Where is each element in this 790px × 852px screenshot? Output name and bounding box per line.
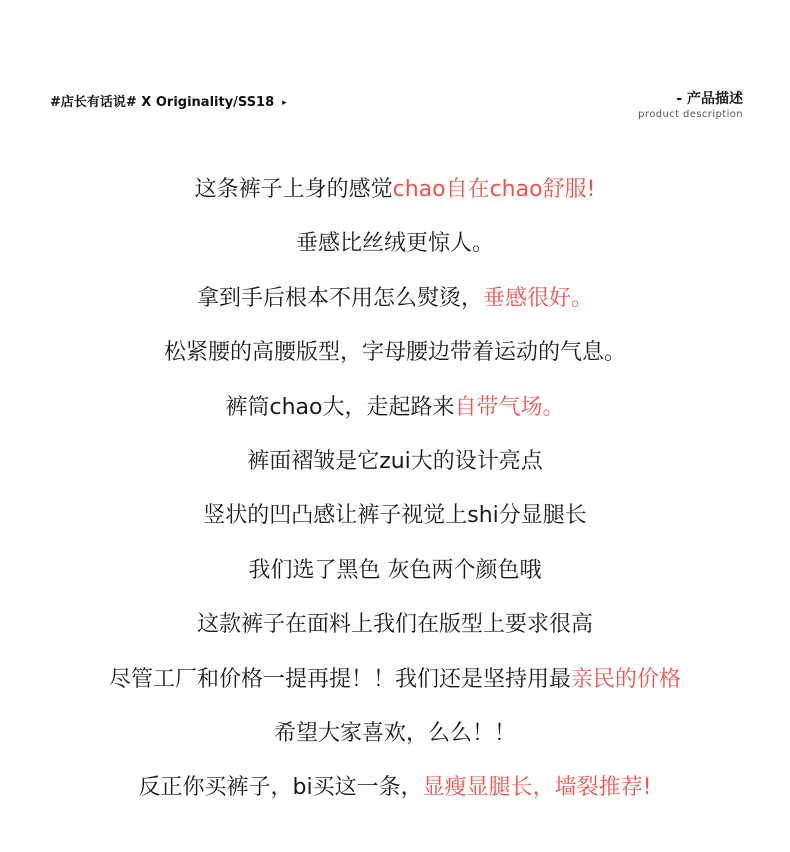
header-hashtag: [50, 94, 287, 112]
description-line: [0, 770, 790, 824]
line-text: 松紧腰的高腰版型，字母腰边带着运动的气息。: [163, 340, 626, 366]
description-line: [0, 444, 790, 498]
description-line: [0, 281, 790, 335]
line-text: 尽管工厂和价格一提再提！！我们还是坚持用最: [108, 666, 571, 692]
highlighted-phrase: chao自在chao舒服!: [392, 177, 596, 202]
line-text: 垂感比丝绒更惊人。: [295, 231, 494, 257]
line-text: 竖状的凹凸感让裤子视觉上shi分显腿长: [203, 503, 587, 529]
line-text: 裤筒chao大，走起路来: [225, 394, 455, 420]
line-text: 希望大家喜欢，么么！！: [273, 720, 516, 746]
description-line: [0, 716, 790, 770]
header-hashtag-text: #店长有话说# X Originality/SS18: [50, 95, 275, 110]
highlighted-phrase: 显瘦显腿长，墙裂推荐!: [422, 775, 652, 801]
section-heading: [638, 90, 743, 122]
description-line: [0, 498, 790, 552]
highlighted-phrase: 自带气场。: [454, 394, 565, 420]
line-text: 拿到手后根本不用怎么熨烫，: [196, 285, 483, 311]
description-line: [0, 390, 790, 444]
highlighted-phrase: 亲民的价格: [571, 666, 682, 692]
line-text: 我们选了黑色 灰色两个颜色哦: [248, 557, 542, 583]
product-description-text: [0, 172, 790, 825]
section-subtitle: product description: [638, 109, 743, 120]
description-line: [0, 172, 790, 226]
highlighted-phrase: 垂感很好。: [483, 285, 594, 311]
play-arrow-icon: ▸: [282, 98, 287, 108]
description-line: [0, 662, 790, 716]
description-line: [0, 335, 790, 389]
description-line: [0, 553, 790, 607]
line-text: 这款裤子在面料上我们在版型上要求很高: [196, 612, 593, 638]
description-line: [0, 226, 790, 280]
description-line: [0, 607, 790, 661]
line-text: 裤面褶皱是它zui大的设计亮点: [247, 448, 543, 474]
line-text: 反正你买裤子，bi买这一条，: [138, 775, 423, 801]
section-title: - 产品描述: [676, 91, 743, 107]
line-text: 这条裤子上身的感觉: [194, 177, 393, 202]
